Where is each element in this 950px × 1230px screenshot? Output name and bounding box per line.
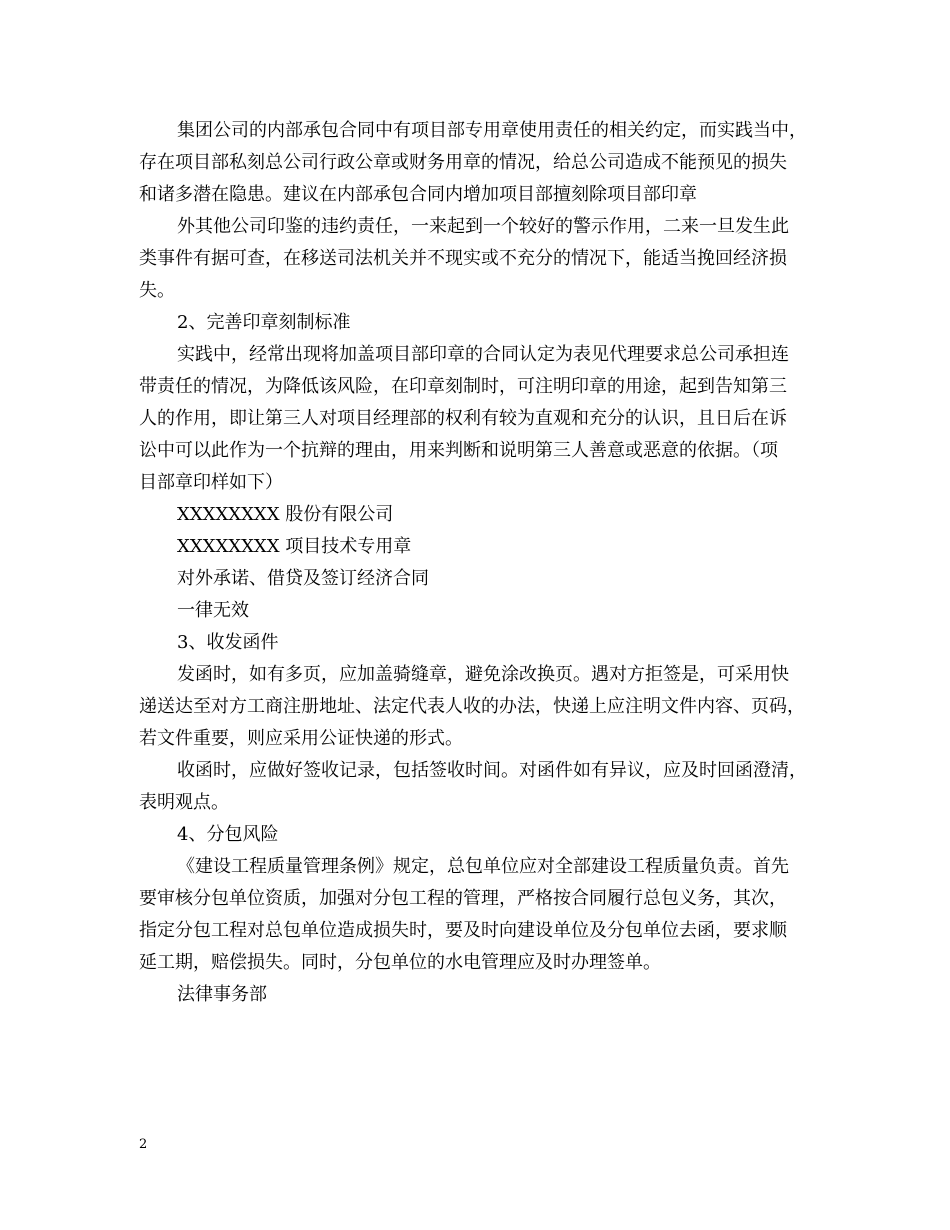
text-line: 若文件重要，则应采用公证快递的形式。 (139, 728, 463, 749)
text-line: XXXXXXXX 项目技术专用章 (177, 536, 412, 557)
text-line: 实践中，经常出现将加盖项目部印章的合同认定为表见代理要求总公司承担连 (177, 344, 789, 365)
text-line: 外其他公司印鉴的违约责任，一来起到一个较好的警示作用，二来一旦发生此 (177, 216, 789, 237)
text-line: 延工期，赔偿损失。同时，分包单位的水电管理应及时办理签单。 (139, 952, 661, 973)
text-line: 存在项目部私刻总公司行政公章或财务用章的情况，给总公司造成不能预见的损失 (139, 152, 787, 173)
text-line: 人的作用，即让第三人对项目经理部的权利有较为直观和充分的认识，且日后在诉 (139, 408, 787, 429)
text-line: 4、分包风险 (177, 824, 279, 845)
document-body (139, 115, 829, 1011)
text-line: 和诸多潜在隐患。建议在内部承包合同内增加项目部擅刻除项目部印章 (139, 184, 697, 205)
text-line: 3、收发函件 (177, 632, 279, 653)
text-line: 收函时，应做好签收记录，包括签收时间。对函件如有异议，应及时回函澄清， (177, 760, 807, 781)
text-line: 失。 (139, 280, 175, 301)
text-line: 发函时，如有多页，应加盖骑缝章，避免涂改换页。遇对方拒签是，可采用快 (177, 664, 789, 685)
text-line: 递送达至对方工商注册地址、法定代表人收的办法，快递上应注明文件内容、页码， (139, 696, 805, 717)
text-line: 《建设工程质量管理条例》规定，总包单位应对全部建设工程质量负责。首先 (177, 856, 789, 877)
text-line: 对外承诺、借贷及签订经济合同 (177, 568, 429, 589)
text-line: 要审核分包单位资质，加强对分包工程的管理，严格按合同履行总包义务，其次， (139, 888, 787, 909)
text-line: XXXXXXXX 股份有限公司 (177, 504, 394, 525)
text-line: 2、完善印章刻制标准 (177, 312, 351, 333)
text-line: 讼中可以此作为一个抗辩的理由，用来判断和说明第三人善意或恶意的依据。（项 (139, 440, 778, 461)
page-number: 2 (139, 1137, 148, 1152)
text-line: 集团公司的内部承包合同中有项目部专用章使用责任的相关约定，而实践当中， (177, 120, 807, 141)
text-line: 法律事务部 (177, 984, 267, 1005)
text-line: 表明观点。 (139, 792, 229, 813)
text-line: 一律无效 (177, 600, 249, 621)
text-line: 类事件有据可查，在移送司法机关并不现实或不充分的情况下，能适当挽回经济损 (139, 248, 787, 269)
text-line: 指定分包工程对总包单位造成损失时，要及时向建设单位及分包单位去函，要求顺 (139, 920, 787, 941)
text-line: 目部章印样如下） (139, 472, 283, 493)
text-line: 带责任的情况，为降低该风险，在印章刻制时，可注明印章的用途，起到告知第三 (139, 376, 787, 397)
